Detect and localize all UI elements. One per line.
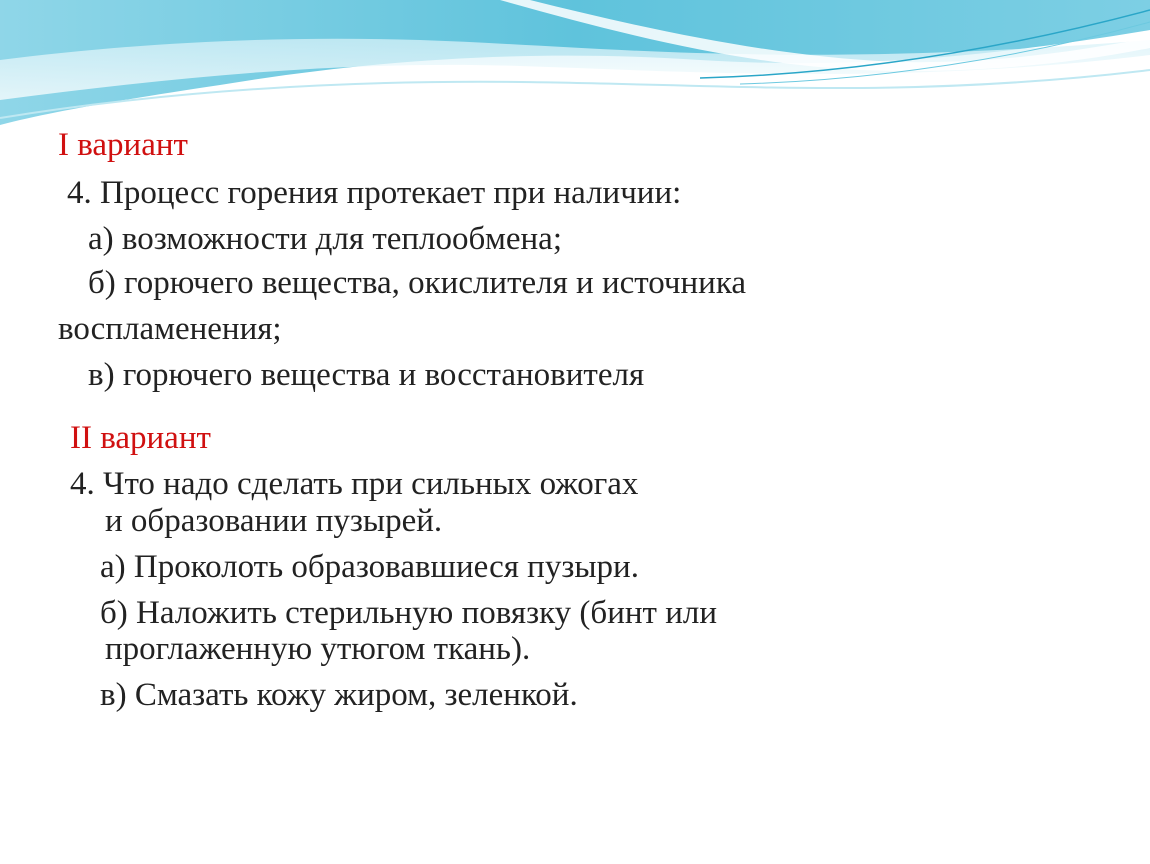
variant-2-option-b-continuation: проглаженную утюгом ткань). [105, 631, 531, 667]
variant-2-question: 4. Что надо сделать при сильных ожогах [70, 466, 639, 502]
variant-2-option-b: б) Наложить стерильную повязку (бинт или [100, 595, 717, 631]
variant-1-option-a: а) возможности для теплообмена; [88, 221, 562, 257]
variant-2-option-a: а) Проколоть образовавшиеся пузыри. [100, 549, 639, 585]
variant-1-option-b: б) горючего вещества, окислителя и источника [88, 265, 747, 301]
variant-2-option-c: в) Смазать кожу жиром, зеленкой. [100, 677, 578, 713]
variant-2-question-continuation: и образовании пузырей. [105, 503, 443, 539]
variant-1-option-b-continuation: воспламенения; [58, 311, 282, 347]
variant-1-option-c: в) горючего вещества и восстановителя [88, 357, 645, 393]
variant-1-heading: I вариант [58, 127, 188, 163]
variant-1-question: 4. Процесс горения протекает при наличии: [67, 175, 682, 211]
decorative-wave-header [0, 0, 1150, 140]
variant-2-heading: II вариант [70, 420, 211, 456]
